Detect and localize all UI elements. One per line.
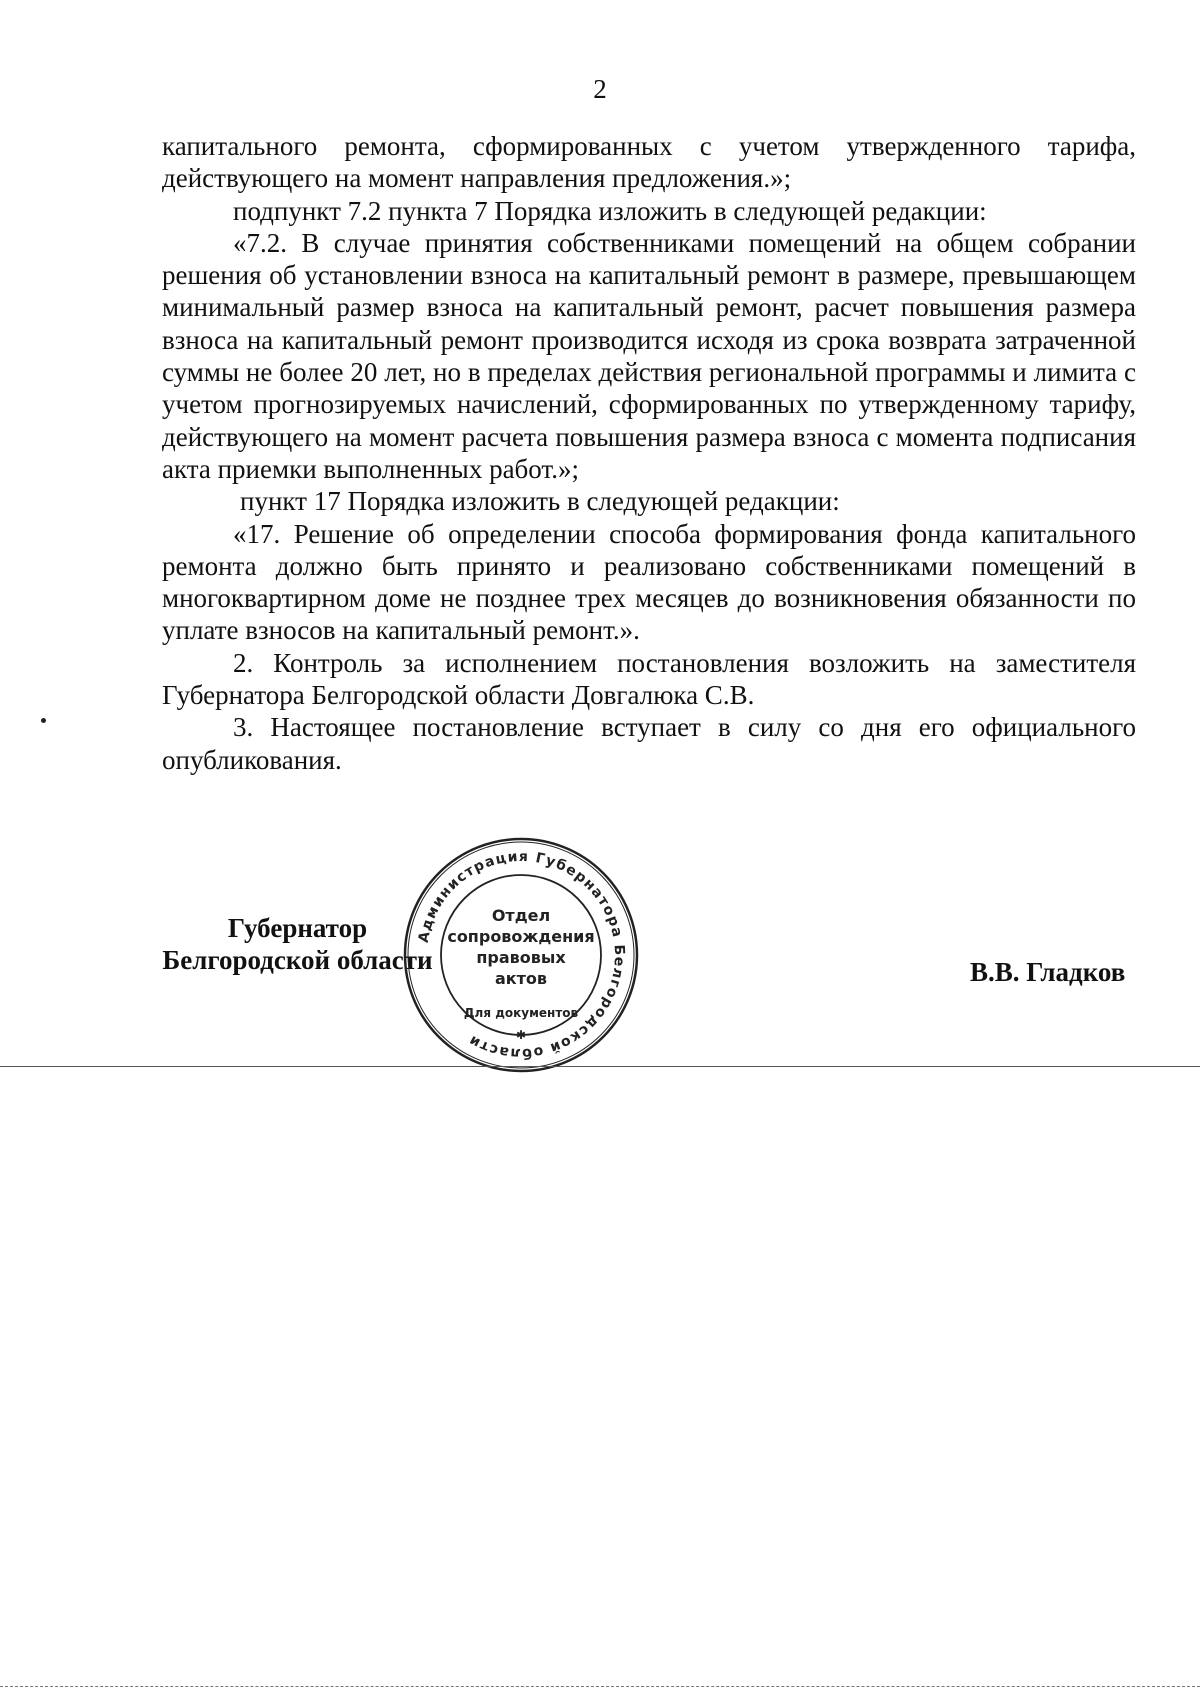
signatory-position (160, 912, 435, 976)
signatory-position-line1: Губернатор (227, 913, 368, 943)
stamp-bottom-text: Для документов (463, 1006, 579, 1020)
stamp-inner-line-4: актов (494, 969, 548, 988)
scan-bottom-edge (0, 1686, 1200, 1688)
stamp-inner-line-2: сопровождения (447, 927, 595, 946)
stamp-inner-line-1: Отдел (491, 906, 551, 925)
paragraph-continuation: капитального ремонта, сформированных с учетом утвержденного тарифа, действующего на момент направления предложения.»; (162, 131, 1136, 194)
scan-speck (41, 718, 46, 723)
stamp-star-icon: ✱ (515, 1028, 527, 1042)
paragraph-point-17-text: «17. Решение об определении способа формирования фонда капитального ремонта должно быть принято и реализовано собственниками помещений в многоквартирном доме не позднее трех месяцев до возникновения обязанности по уплате взносов на капитальный ремонт.». (162, 518, 1136, 646)
page-number: 2 (593, 74, 607, 104)
paragraph-subpoint-7-2-intro: подпункт 7.2 пункта 7 Порядка изложить в следующей редакции: (233, 195, 987, 226)
paragraph-subpoint-7-2-text: «7.2. В случае принятия собственниками помещений на общем собрании решения об установлении взноса на капитальный ремонт в размере, превышающем минимальный размер взноса на капитальный ремонт, расчет повышения размера взноса на капитальный ремонт производится исходя из срока возврата затраченной суммы не более 20 лет, но в пределах действия региональной программы и лимита с учетом прогнозируемых начислений, сформированных по утвержденному тарифу, действующего на момент расчета повышения размера взноса с момента подписания акта приемки выполненных работ.»; (162, 227, 1136, 484)
stamp-inner-line-3: правовых (476, 948, 566, 967)
signatory-position-line2: Белгородской области (162, 945, 433, 975)
paragraph-item-3: 3. Настоящее постановление вступает в силу со дня его официального опубликования. (162, 712, 1136, 775)
scan-divider-line (0, 1066, 1200, 1068)
paragraph-point-17-intro: пункт 17 Порядка изложить в следующей редакции: (240, 486, 840, 517)
signatory-name: В.В. Гладков (970, 957, 1126, 987)
official-stamp (400, 834, 642, 1076)
stamp-outer-text: Администрация Губернатора Белгородской области (415, 848, 628, 1062)
document-body (162, 130, 1136, 776)
paragraph-item-2: 2. Контроль за исполнением постановления возложить на заместителя Губернатора Белгородской области Довгалюка С.В. (162, 647, 1136, 711)
